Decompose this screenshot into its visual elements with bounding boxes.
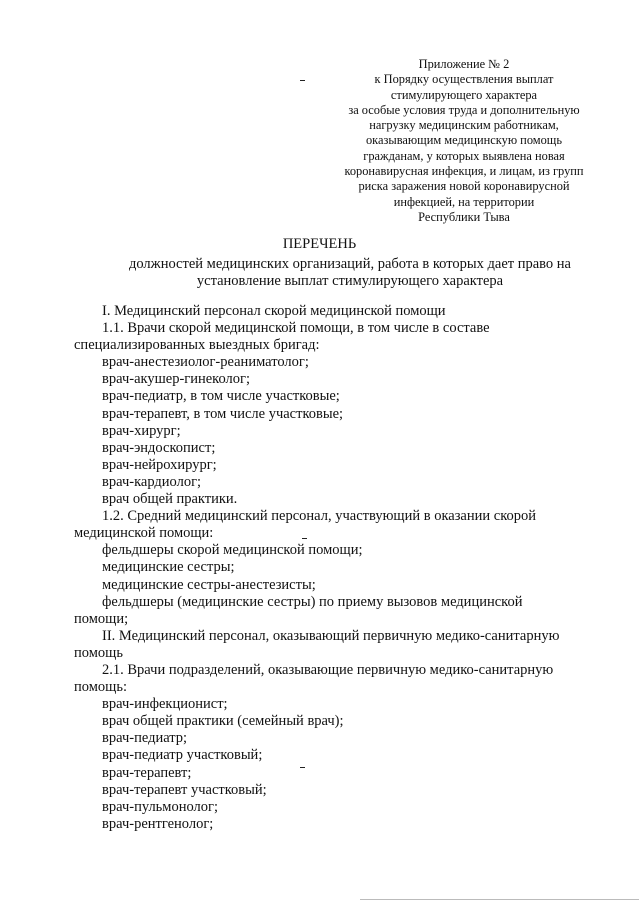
body-line: врач общей практики. — [102, 491, 238, 508]
body-line: врач-рентгенолог; — [102, 815, 214, 832]
appendix-line: Республики Тыва — [418, 209, 510, 224]
body-line: врач-педиатр, в том числе участковые; — [102, 388, 340, 405]
appendix-line: за особые условия труда и дополнительную — [348, 102, 580, 117]
body-line: врач-нейрохирург; — [102, 456, 217, 473]
body-line: врач-анестезиолог-реаниматолог; — [102, 354, 309, 371]
body-line: врач общей практики (семейный врач); — [102, 713, 344, 730]
appendix-line: Приложение № 2 — [418, 57, 510, 71]
appendix-line: риска заражения новой коронавирусной — [358, 179, 570, 194]
appendix-line: коронавирусная инфекция, и лицам, из групп — [344, 164, 584, 179]
body-line: врач-кардиолог; — [102, 473, 202, 490]
appendix-line: к Порядку осуществления выплат — [374, 72, 554, 87]
body-line: фельдшеры скорой медицинской помощи; — [102, 542, 363, 559]
appendix-line: гражданам, у которых выявлена новая — [363, 148, 565, 163]
body-line: медицинской помощи: — [74, 525, 214, 542]
body-line: фельдшеры (медицинские сестры) по приему вызовов медицинской — [102, 593, 523, 610]
appendix-line: оказывающим медицинскую помощь — [365, 133, 563, 148]
appendix-header — [330, 57, 598, 225]
appendix-line: стимулирующего характера — [390, 87, 538, 102]
document-title: ПЕРЕЧЕНЬ — [282, 236, 357, 252]
body-line: врач-хирург; — [102, 422, 181, 439]
document-subtitle — [60, 256, 639, 290]
body-line: помощь: — [74, 679, 127, 696]
bottom-rule — [360, 899, 639, 900]
body-line: 1.2. Средний медицинский персонал, участвующий в оказании скорой — [102, 508, 537, 525]
body-line: врач-терапевт участковый; — [102, 781, 267, 798]
body-line: помощи; — [74, 610, 129, 627]
body-line: врач-эндоскопист; — [102, 439, 216, 456]
appendix-line: нагрузку медицинским работникам, — [369, 118, 559, 133]
body-line: врач-терапевт, в том числе участковые; — [102, 405, 344, 422]
body-line: врач-инфекционист; — [102, 696, 228, 713]
body-line: специализированных выездных бригад: — [74, 337, 320, 354]
body-line: врач-терапевт; — [102, 764, 192, 781]
body-line: 1.1. Врачи скорой медицинской помощи, в том числе в составе — [102, 320, 490, 337]
body-line: врач-акушер-гинеколог; — [102, 371, 251, 388]
body-line: врач-педиатр участковый; — [102, 747, 263, 764]
appendix-line: инфекцией, на территории — [393, 194, 535, 209]
body-line: медицинские сестры-анестезисты; — [102, 576, 316, 593]
scan-dash-mark — [300, 80, 305, 81]
body-line: врач-педиатр; — [102, 730, 188, 747]
scan-dash-mark — [300, 767, 305, 768]
body-line: I. Медицинский персонал скорой медицинской помощи — [102, 303, 446, 319]
body-line: II. Медицинский персонал, оказывающий первичную медико-санитарную — [102, 627, 560, 644]
document-body — [74, 303, 619, 833]
body-line: медицинские сестры; — [102, 559, 235, 576]
body-line: помощь — [74, 644, 123, 661]
scan-dash-mark — [302, 538, 307, 539]
subtitle-line: установление выплат стимулирующего характера — [196, 273, 504, 289]
body-line: врач-пульмонолог; — [102, 798, 218, 815]
body-line: 2.1. Врачи подразделений, оказывающие первичную медико-санитарную — [102, 661, 554, 678]
subtitle-line: должностей медицинских организаций, работа в которых дает право на — [129, 256, 571, 272]
